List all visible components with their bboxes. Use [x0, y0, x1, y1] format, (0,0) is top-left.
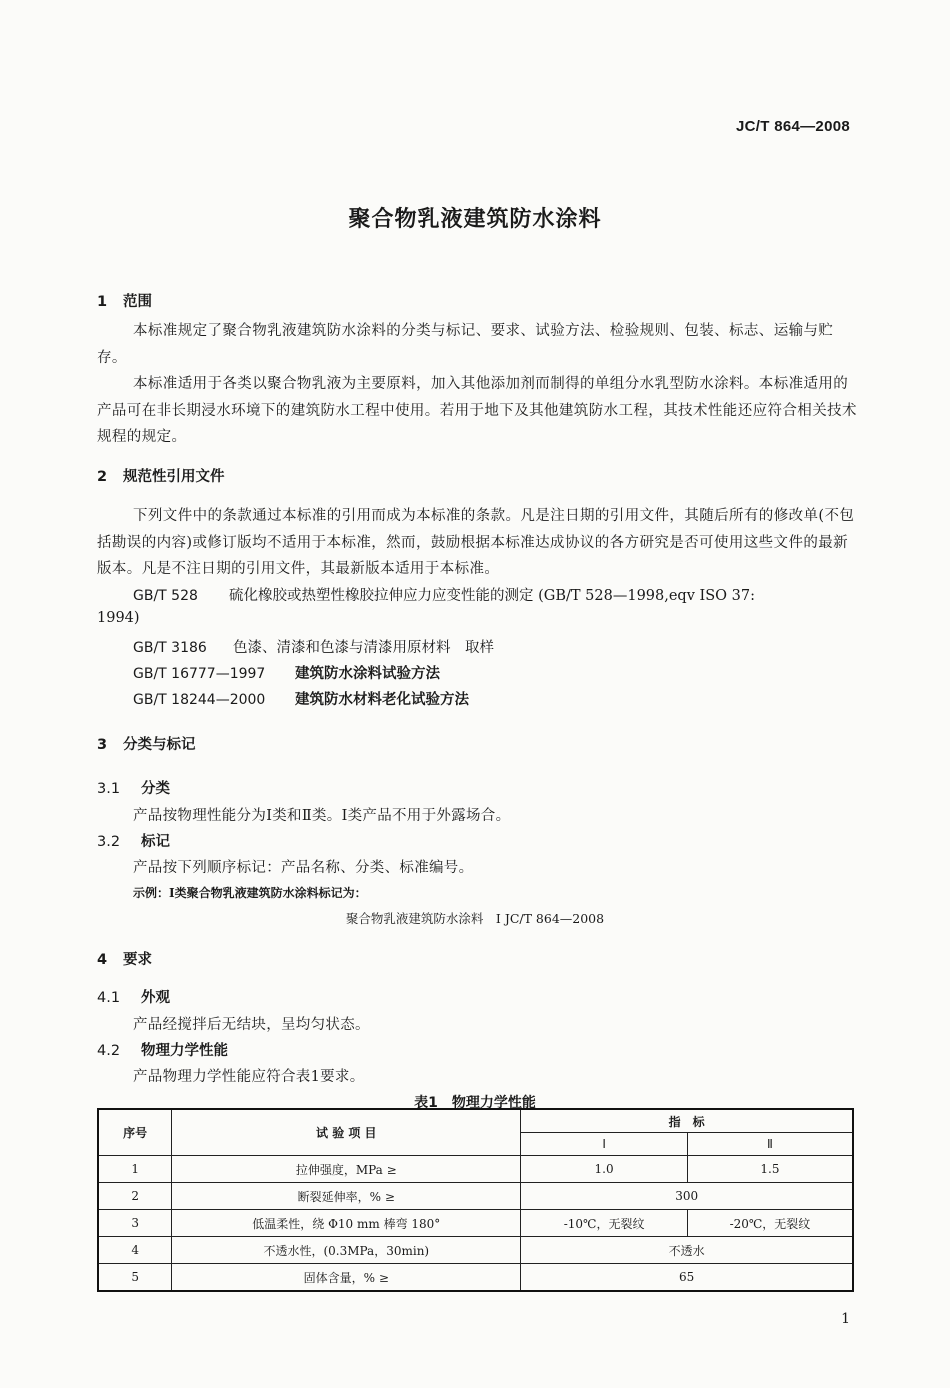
subsection-title: 外观 — [141, 990, 170, 1006]
reference-item — [133, 688, 469, 709]
table-row — [98, 1210, 853, 1237]
section-2-heading — [97, 465, 225, 486]
table-row — [98, 1237, 853, 1264]
reference-title: 建筑防水材料老化试验方法 — [295, 691, 469, 708]
section-1-paragraph-2: 本标准适用于各类以聚合物乳液为主要原料，加入其他添加剂而制得的单组分水乳型防水涂料。本标准适用的产品可在非长期浸水环境下的建筑防水工程中使用。若用于地下及其他建筑防水工程，其技术性能还应符合相关技术规程的规定。 — [97, 376, 857, 445]
cell-item: 拉伸强度，MPa ≥ — [172, 1156, 521, 1183]
subsection-title: 分类 — [141, 781, 170, 797]
reference-code: GB/T 3186 — [133, 640, 207, 656]
reference-code: GB/T 528 — [133, 588, 198, 604]
reference-item — [133, 584, 755, 605]
cell-item: 断裂延伸率，% ≥ — [172, 1183, 521, 1210]
cell-value: 300 — [521, 1183, 853, 1210]
reference-code: GB/T 18244—2000 — [133, 692, 266, 708]
section-number: 3 — [97, 737, 108, 753]
header-type-1: Ⅰ — [521, 1133, 688, 1156]
section-number: 4 — [97, 952, 108, 968]
subsection-4-1-heading — [97, 986, 170, 1007]
cell-item: 固体含量，% ≥ — [172, 1264, 521, 1292]
section-1-paragraph-1: 本标准规定了聚合物乳液建筑防水涂料的分类与标记、要求、试验方法、检验规则、包装、标志、运输与贮存。 — [97, 323, 834, 366]
header-item: 试 验 项 目 — [172, 1109, 521, 1156]
reference-title: 硫化橡胶或热塑性橡胶拉伸应力应变性能的测定 (GB/T 528—1998,eqv ISO 37: — [229, 588, 756, 604]
reference-title: 色漆、清漆和色漆与清漆用原材料 取样 — [233, 640, 494, 656]
section-1-heading — [97, 290, 152, 311]
marking-example: 聚合物乳液建筑防水涂料 Ⅰ JC/T 864—2008 — [345, 911, 605, 926]
standard-code: JC/T 864—2008 — [736, 118, 850, 135]
cell-no: 5 — [98, 1264, 172, 1292]
table-row — [98, 1183, 853, 1210]
section-number: 1 — [97, 294, 108, 310]
section-4-heading — [97, 948, 152, 969]
cell-no: 1 — [98, 1156, 172, 1183]
table-caption: 表1 物理力学性能 — [414, 1095, 536, 1111]
reference-continuation: 1994) — [97, 610, 140, 626]
section-2-paragraph: 下列文件中的条款通过本标准的引用而成为本标准的条款。凡是注日期的引用文件，其随后所有的修改单(不包括勘误的内容)或修订版均不适用于本标准，然而，鼓励根据本标准达成协议的各方研究是否可使用这些文件的最新版本。凡是不注日期的引用文件，其最新版本适用于本标准。 — [97, 508, 855, 577]
cell-value-2: -20℃，无裂纹 — [687, 1210, 853, 1237]
header-type-2: Ⅱ — [687, 1133, 853, 1156]
section-3-heading — [97, 733, 196, 754]
cell-item: 不透水性，(0.3MPa，30min) — [172, 1237, 521, 1264]
subsection-number: 3.2 — [97, 834, 121, 850]
table-header-row — [98, 1109, 853, 1133]
section-title: 范围 — [123, 294, 152, 310]
cell-no: 3 — [98, 1210, 172, 1237]
subsection-3-1-text: 产品按物理性能分为Ⅰ类和Ⅱ类。Ⅰ类产品不用于外露场合。 — [133, 808, 511, 824]
subsection-3-2-heading — [97, 830, 170, 851]
reference-item — [133, 636, 494, 657]
cell-value-1: 1.0 — [521, 1156, 688, 1183]
subsection-title: 物理力学性能 — [141, 1043, 228, 1059]
section-title: 要求 — [123, 952, 152, 968]
subsection-number: 4.1 — [97, 990, 121, 1006]
subsection-4-2-text: 产品物理力学性能应符合表1要求。 — [133, 1069, 365, 1085]
subsection-number: 3.1 — [97, 781, 121, 797]
cell-item: 低温柔性，绕 Φ10 mm 棒弯 180° — [172, 1210, 521, 1237]
subsection-3-2-text: 产品按下列顺序标记：产品名称、分类、标准编号。 — [133, 860, 474, 876]
cell-value: 65 — [521, 1264, 853, 1292]
subsection-4-1-text: 产品经搅拌后无结块，呈均匀状态。 — [133, 1017, 370, 1033]
subsection-title: 标记 — [141, 834, 170, 850]
physical-properties-table — [97, 1108, 854, 1292]
table-row — [98, 1156, 853, 1183]
subsection-3-1-heading — [97, 777, 170, 798]
page-number: 1 — [841, 1311, 850, 1327]
reference-code: GB/T 16777—1997 — [133, 666, 266, 682]
document-title: 聚合物乳液建筑防水涂料 — [348, 207, 602, 232]
cell-value-2: 1.5 — [687, 1156, 853, 1183]
subsection-4-2-heading — [97, 1039, 228, 1060]
cell-no: 2 — [98, 1183, 172, 1210]
header-no: 序号 — [98, 1109, 172, 1156]
reference-title: 建筑防水涂料试验方法 — [295, 665, 440, 682]
marking-example-label: 示例：Ⅰ类聚合物乳液建筑防水涂料标记为： — [133, 886, 367, 900]
header-index: 指 标 — [521, 1109, 853, 1133]
cell-no: 4 — [98, 1237, 172, 1264]
section-title: 分类与标记 — [123, 737, 196, 753]
reference-item — [133, 662, 440, 683]
cell-value: 不透水 — [521, 1237, 853, 1264]
subsection-number: 4.2 — [97, 1043, 121, 1059]
section-number: 2 — [97, 469, 108, 485]
cell-value-1: -10℃，无裂纹 — [521, 1210, 688, 1237]
table-row — [98, 1264, 853, 1292]
section-title: 规范性引用文件 — [123, 469, 225, 485]
